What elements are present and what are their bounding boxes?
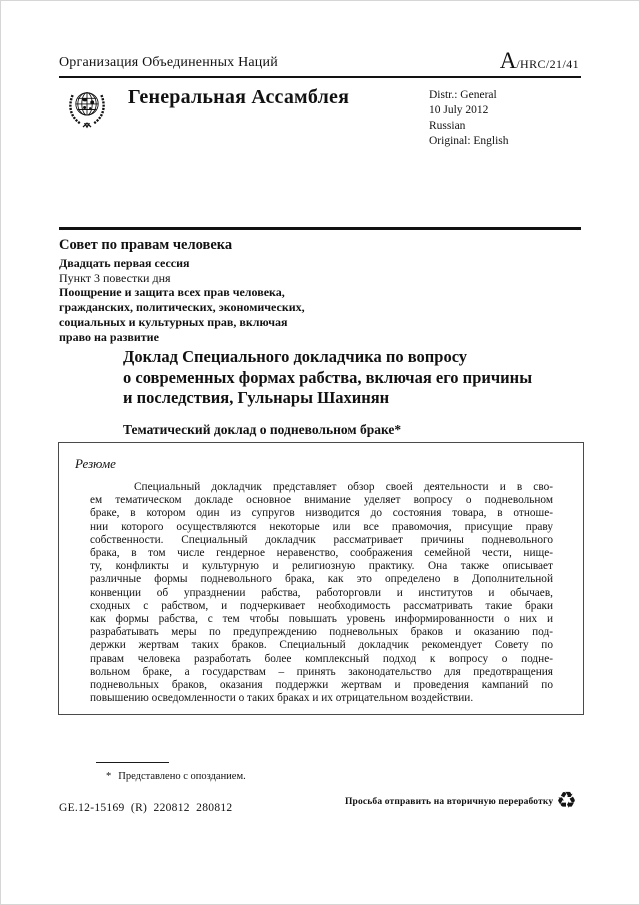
header-rule [59,76,581,78]
council-name: Совет по правам человека [59,237,233,253]
summary-text-line: различные формы подневольного брака, как это определено в Дополнительной [90,573,553,586]
agenda-title [59,285,305,344]
distr-block-line: 10 July 2012 [429,104,489,117]
report-subtitle: Тематический доклад о подневольном браке* [123,422,402,437]
summary-text-line: нии которого осуществляются некоторые или все правомочия, присущие праву [90,520,553,533]
report-title-line: о современных формах рабства, включая его причины [123,367,533,387]
summary-label: Резюме [75,456,116,471]
summary-text-line: вольном браке, а государствам – принять законодательство для предотвращения [90,665,553,678]
recycle-icon: ♻ [556,788,577,814]
summary-text-line: сходных с рабством, и подчеркивает необходимость рассматривать такие браки [90,599,553,612]
summary-text-line: подневольных браков, оказания поддержки жертвам и проведения кампаний по [90,679,553,692]
summary-text-line: как формы рабства, с тем чтобы повышать уровень информированности о них и [90,613,553,626]
summary-text-line: ем тематическом докладе основное внимание уделяет вопросу о подневольном [90,494,553,507]
un-emblem-icon [63,85,111,134]
footnote-rule [96,762,169,763]
summary-text-line: Специальный докладчик представляет обзор своей деятельности и в сво- [134,481,553,493]
org-name: Организация Объединенных Наций [59,55,278,70]
summary-text-line: браке, в котором один из супругов низводится до состояния товара, в отноше- [90,507,553,520]
summary-text-line: разрабатывать меры по предупреждению подневольных браков и оказанию под- [90,626,553,639]
agenda-title-line: Поощрение и защита всех прав человека, [59,285,285,300]
footnote-marker: * [106,771,112,782]
ge-number: GE.12-15169 (R) 220812 280812 [59,802,233,814]
summary-text-line: собственности. Специальный докладчик рассматривает причины подневольного [90,533,553,546]
doc-symbol-prefix: A [499,48,517,73]
distr-block-line: Distr.: General [429,89,497,101]
session-number: Двадцать первая сессия [59,255,190,270]
summary-text-line: правам человека разработать более комплексный подход к вопросу о подне- [90,652,553,665]
report-title-line: Доклад Специального докладчика по вопросу [123,347,468,366]
summary-text [90,481,553,705]
report-title-line: и последствия, Гульнары Шахинян [123,388,390,407]
agenda-title-line: гражданских, политических, экономических, [59,300,305,315]
summary-text-line: ту, конфликты и культурную и религиозную практику. Она также описывает [90,560,553,573]
agenda-item: Пункт 3 повестки дня [59,270,171,285]
distr-block [429,88,509,149]
section-rule [59,227,581,230]
agenda-title-line: право на развитие [59,329,159,344]
summary-box [58,442,584,715]
summary-text-line: конвенции об упразднении рабства, работорговли и институтов и обычаев, [90,586,553,599]
distr-block-line: Russian [429,119,466,132]
report-title [123,347,532,409]
doc-symbol [500,49,579,72]
footnote-text: Представлено с опозданием. [118,771,246,782]
footnote [106,771,246,782]
page-title: Генеральная Ассамблея [128,86,350,108]
recycle-note [345,790,595,813]
summary-text-line: брака, в том числе гендерное неравенство, соображения семейной чести, нище- [90,547,553,560]
summary-text-line: держки жертвам таких браков. Специальный докладчик рекомендует Совету по [90,639,553,652]
doc-symbol-suffix: /HRC/21/41 [516,57,579,71]
session-block [59,238,305,345]
recycle-text: Просьба отправить на вторичную переработку [345,796,554,807]
summary-text-line: повышению осведомленности о таких браках и их отрицательном воздействии. [90,692,474,705]
agenda-title-line: социальных и культурных прав, включая [59,314,288,329]
distr-block-line: Original: English [429,134,509,147]
